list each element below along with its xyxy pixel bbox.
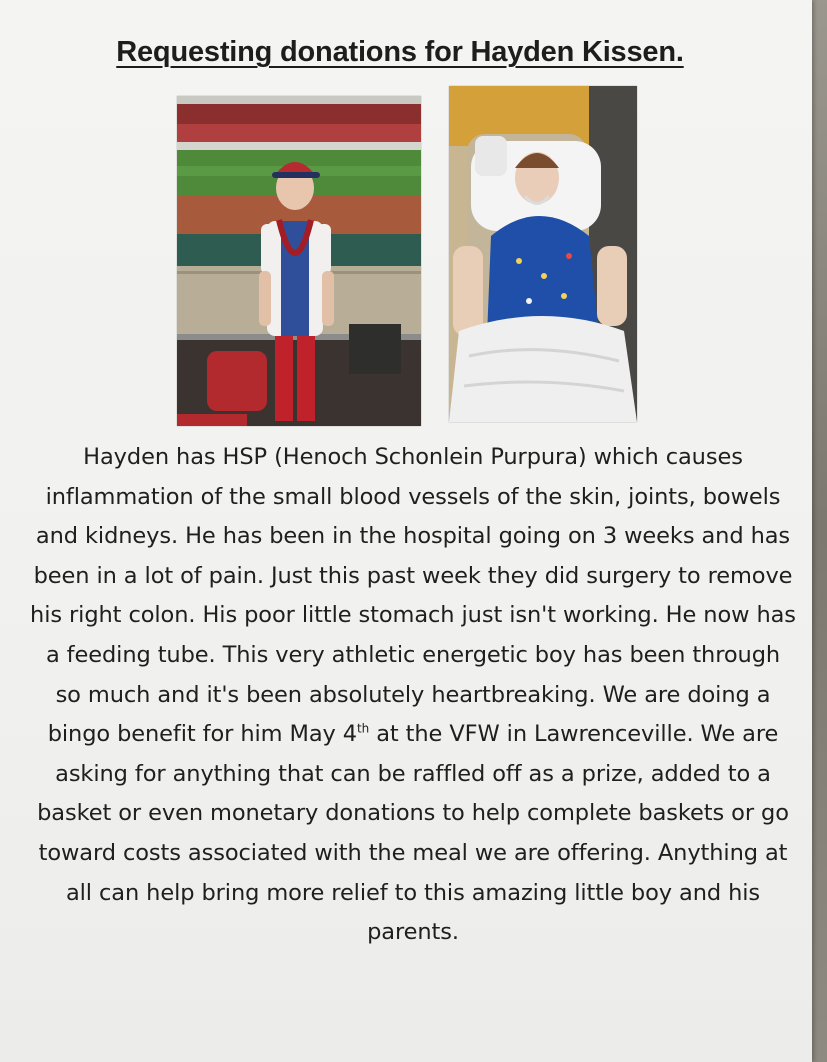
paragraph-part-1: Hayden has HSP (Henoch Schonlein Purpura) which causes inflammation of the small blood vessels of the skin, joints, bowels and kidneys. He has been in the hospital going on 3 weeks and has been in a lot of pain. Just this past week they did surgery to remove his right colon. His poor little stomach just isn't working. He now has a feeding tube. This very athletic energetic boy has been through so much and it's been absolutely heartbreaking. We are doing a bingo benefit for him May 4 [30,444,796,748]
paragraph-part-2: at the VFW in Lawrenceville. We are asking for anything that can be raffled off as a prize, added to a basket or even monetary donations to help complete baskets or go toward costs associated with the meal we are offering. Anything at all can help bring more relief to this amazing little boy and his parents. [37,721,789,946]
ordinal-suffix: th [357,721,370,736]
boy-in-hospital-bed-photo [449,86,637,422]
paper-edge-shadow [812,0,827,1062]
flyer-title: Requesting donations for Hayden Kissen. [116,36,684,68]
donation-request-paragraph [30,438,796,953]
boy-at-ballpark-photo [177,96,421,426]
